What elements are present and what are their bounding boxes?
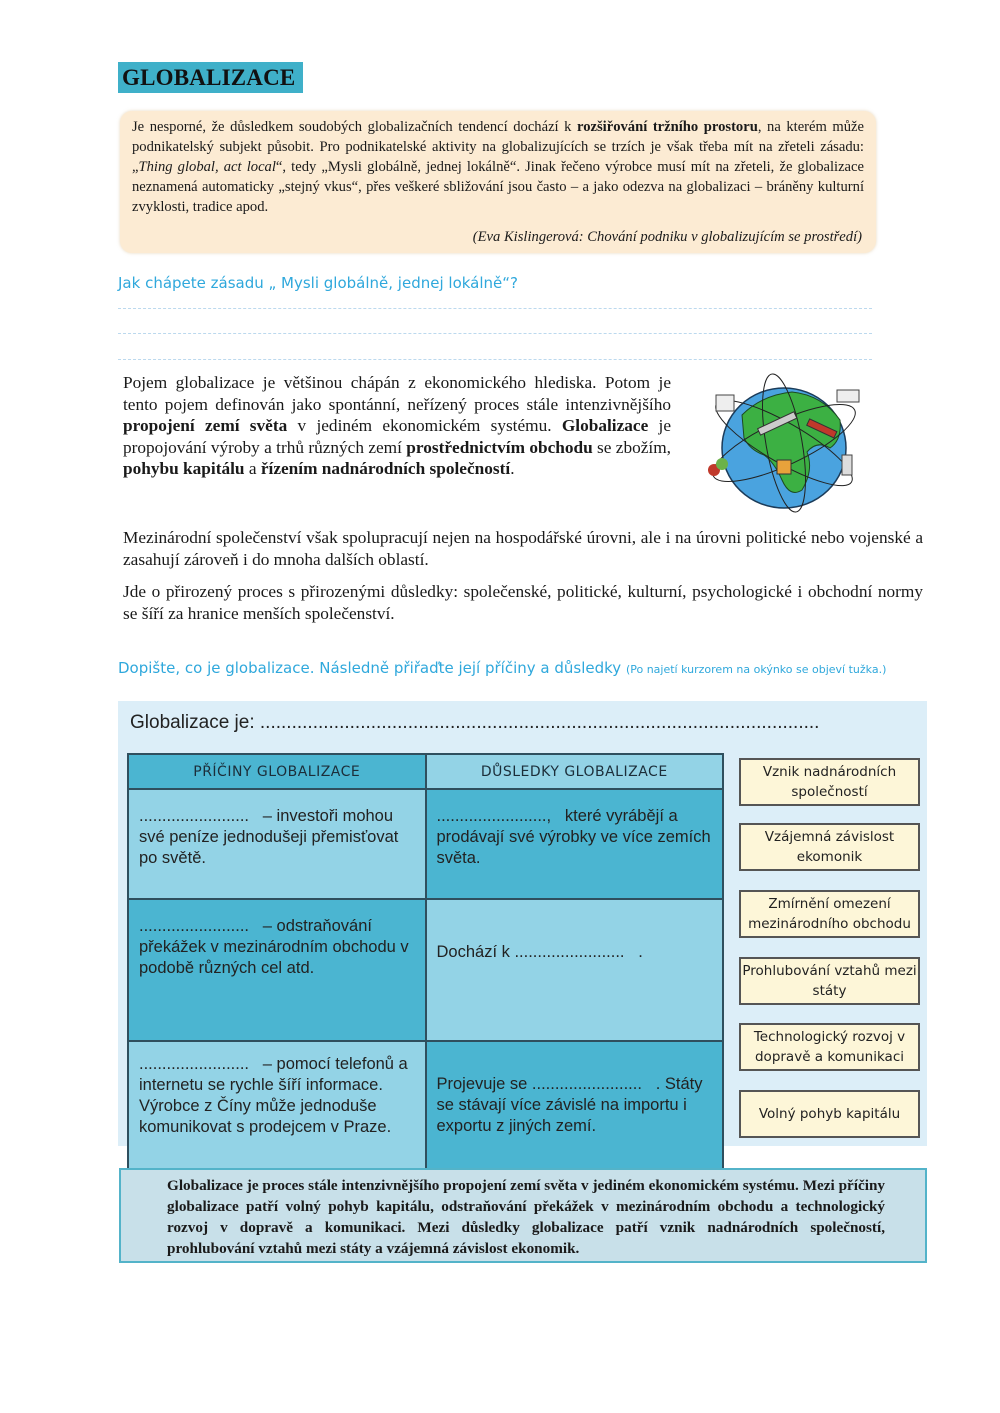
paragraph-definition: Pojem globalizace je většinou chápán z ekonomického hlediska. Potom je tento pojem definován jako spontánní, neřízený proces stále intenzivnějšího propojení zemí světa v jediném ekonomickém systému. Globalizace je propojování výroby a trhů různých zemí prostřednictvím obchodu se zbožím, pohybu kapitálu a řízením nadnárodních společností. (123, 373, 672, 478)
answer-line-3[interactable] (118, 359, 872, 360)
answer-line-1[interactable] (118, 308, 872, 309)
draggable-card-relations[interactable]: Prohlubování vztahů mezi státy (739, 957, 920, 1005)
blank-field[interactable]: ........................, (436, 807, 552, 825)
effect-cell-2[interactable]: Dochází k ........................ . (426, 899, 724, 1041)
effect-cell-1[interactable]: ........................, které vyrábějí a prodávají své výrobky ve více zemích světa. (426, 789, 724, 899)
cause-cell-2[interactable]: ........................ – odstraňování překážek v mezinárodním obchodu v podobě různých cel atd. (128, 899, 426, 1041)
blank-field[interactable]: ........................ (139, 807, 250, 825)
paragraph-process: Jde o přirozený proces s přirozenými důsledky: společenské, politické, kulturní, psychologické i obchodní normy se šíří za hranice menších společenství. (123, 582, 923, 623)
globe-illustration (702, 370, 867, 515)
cause-cell-3[interactable]: ........................ – pomocí telefonů a internetu se rychle šíří informace. Výrobce z Číny může jednoduše komunikovat s prodejcem v Praze. (128, 1041, 426, 1187)
page-title: GLOBALIZACE (118, 62, 303, 93)
draggable-card-multinationals[interactable]: Vznik nadnárodních společností (739, 758, 920, 806)
effect-cell-3[interactable]: Projevuje se ........................ . Státy se stávají více závislé na importu i exportu z jiných zemí. (426, 1041, 724, 1187)
blank-field[interactable]: ........................ (139, 1055, 250, 1073)
draggable-card-technology[interactable]: Technologický rozvoj v dopravě a komunikaci (739, 1023, 920, 1071)
blank-field[interactable]: ........................ (139, 917, 250, 935)
draggable-card-capital[interactable]: Volný pohyb kapitálu (739, 1090, 920, 1138)
quote-source: (Eva Kislingerová: Chování podniku v globalizujícím se prostředí) (472, 229, 862, 245)
paragraph-cooperation: Mezinárodní společenství však spolupracují nejen na hospodářské úrovni, ale i na úrovni politické nebo vojenské a zasahují zároveň i do mnoha dalších oblastí. (123, 528, 923, 569)
causes-effects-table (127, 753, 724, 1188)
answer-line-2[interactable] (118, 333, 872, 334)
header-effects: DŮSLEDKY GLOBALIZACE (426, 754, 724, 789)
draggable-card-interdependence[interactable]: Vzájemná závislost ekomonik (739, 823, 920, 871)
question-2: Dopište, co je globalizace. Následně přiřaďte její příčiny a důsledky (Po najetí kurzorem na okýnko se objeví tužka.) (118, 659, 887, 677)
quote-text: Je nesporné, že důsledkem soudobých globalizačních tendencí dochází k rozšiřování tržního prostoru, na kterém může podnikatelský subjekt působit. Pro podnikatelské aktivity na globalizujících se trzích je však třeba mít na zřeteli zásadu: „Thing global, act local“, tedy „Mysli globálně, jednej lokálně“. Jinak řečeno výrobce musí mít na zřeteli, že globalizace neznamená automaticky „stejný vkus“, přes veškeré sbližování jsou často – a jako odezva na globalizaci – bráněny kulturní zvyklosti, tradice apod. (132, 119, 865, 215)
blank-field[interactable]: ........................ (531, 1075, 642, 1093)
definition-input[interactable]: Globalizace je: .......................................................................................................... (130, 712, 820, 733)
quote-box (120, 111, 876, 253)
summary-box: Globalizace je proces stále intenzivnějšího propojení zemí světa v jediném ekonomickém systému. Mezi příčiny globalizace patří volný pohyb kapitálu, odstraňování překážek v mezinárodním obchodu a technologický rozvoj v dopravě a komunikaci. Mezi důsledky globalizace patří vznik nadnárodních společností, prohlubování vztahů mezi státy a vzájemná závislost ekonomik. (119, 1168, 927, 1263)
blank-field[interactable]: ........................ (514, 943, 625, 961)
header-causes: PŘÍČINY GLOBALIZACE (128, 754, 426, 789)
cause-cell-1[interactable]: ........................ – investoři mohou své peníze jednodušeji přemisťovat po světě. (128, 789, 426, 899)
question-1: Jak chápete zásadu „ Mysli globálně, jednej lokálně“? (118, 274, 518, 292)
question-2-hint: (Po najetí kurzorem na okýnko se objeví tužka.) (625, 663, 887, 676)
draggable-card-trade-barriers[interactable]: Zmírnění omezení mezinárodního obchodu (739, 890, 920, 938)
